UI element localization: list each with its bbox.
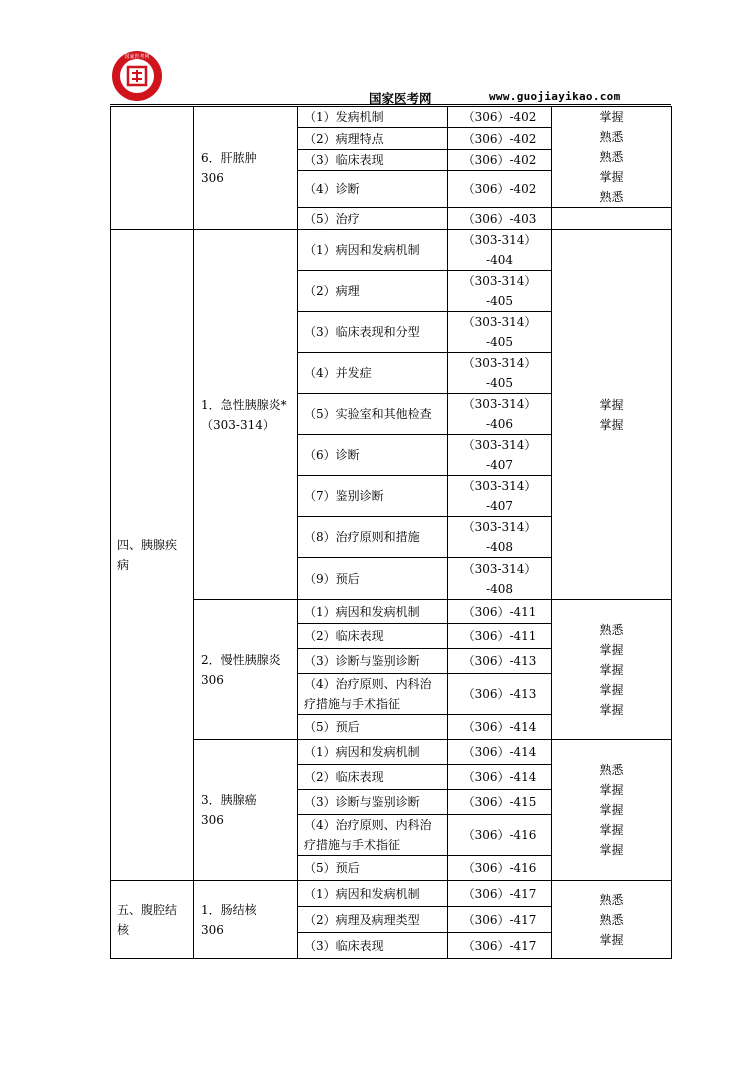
item-name: （8）治疗原则和措施 xyxy=(298,517,448,558)
level-text: 掌握 xyxy=(599,823,624,837)
item-ref: （303-314） -405 xyxy=(448,312,552,353)
item-name: （3）临床表现 xyxy=(298,149,448,170)
item-name: （2）临床表现 xyxy=(298,765,448,790)
item-name: （5）预后 xyxy=(298,715,448,740)
level-text: 掌握 xyxy=(599,110,624,124)
item-name: （9）预后 xyxy=(298,558,448,600)
item-ref: （303-314） -408 xyxy=(448,558,552,600)
header-divider xyxy=(110,104,671,105)
item-ref: （306）-402 xyxy=(448,149,552,170)
item-name: （2）病理 xyxy=(298,271,448,312)
item-ref: （303-314） -407 xyxy=(448,476,552,517)
level-text: 掌握 xyxy=(599,417,624,432)
item-name: （7）鉴别诊断 xyxy=(298,476,448,517)
item-name: （3）诊断与鉴别诊断 xyxy=(298,790,448,815)
item-name: （2）病理特点 xyxy=(298,128,448,149)
level-text: 熟悉 xyxy=(599,130,624,144)
item-name: （4）治疗原则、内科治疗措施与手术指征 xyxy=(298,815,448,856)
item-name: （3）临床表现和分型 xyxy=(298,312,448,353)
item-name: （5）预后 xyxy=(298,856,448,881)
item-ref: （306）-414 xyxy=(448,765,552,790)
item-name: （1）发病机制 xyxy=(298,107,448,128)
item-name: （4）并发症 xyxy=(298,353,448,394)
unit-cell: 五、腹腔结核 xyxy=(111,881,194,959)
level-text: 熟悉 xyxy=(599,763,624,777)
item-ref: （306）-402 xyxy=(448,128,552,149)
item-ref: （306）-415 xyxy=(448,790,552,815)
item-ref: （306）-402 xyxy=(448,171,552,208)
topic-title: 3．胰腺癌 306 xyxy=(201,793,257,827)
level-text: 熟悉 xyxy=(599,622,624,637)
level-text: 熟悉 xyxy=(599,150,624,164)
topic-cell xyxy=(194,107,298,230)
level-cell-empty xyxy=(552,208,672,230)
level-text: 掌握 xyxy=(599,843,624,857)
item-name: （5）实验室和其他检查 xyxy=(298,394,448,435)
level-text: 掌握 xyxy=(599,702,624,717)
level-text: 掌握 xyxy=(599,642,624,657)
topic-title: 1．急性胰腺炎* （303-314） xyxy=(201,397,287,432)
level-text: 熟悉 xyxy=(599,892,624,907)
level-cell xyxy=(552,740,672,881)
item-name: （4）诊断 xyxy=(298,171,448,208)
item-name: （6）诊断 xyxy=(298,435,448,476)
item-ref: （306）-417 xyxy=(448,907,552,933)
level-cell xyxy=(552,600,672,740)
topic-title: 1．肠结核 306 xyxy=(201,902,257,937)
level-text: 掌握 xyxy=(599,783,624,797)
item-ref: （306）-416 xyxy=(448,815,552,856)
item-ref: （306）-414 xyxy=(448,715,552,740)
site-title: 国家医考网 xyxy=(369,91,432,106)
level-cell xyxy=(552,107,672,208)
syllabus-table xyxy=(110,106,672,959)
item-ref: （306）-413 xyxy=(448,649,552,674)
topic-title: 6．肝脓肿 306 xyxy=(201,151,257,185)
item-ref: （306）-411 xyxy=(448,600,552,624)
topic-cell xyxy=(194,881,298,959)
item-ref: （303-314） -407 xyxy=(448,435,552,476)
item-name: （2）病理及病理类型 xyxy=(298,907,448,933)
topic-title: 2．慢性胰腺炎 306 xyxy=(201,652,281,687)
item-name: （1）病因和发病机制 xyxy=(298,230,448,271)
topic-cell xyxy=(194,740,298,881)
topic-cell xyxy=(194,230,298,600)
item-ref: （306）-413 xyxy=(448,674,552,715)
level-text: 掌握 xyxy=(599,682,624,697)
level-text: 熟悉 xyxy=(599,190,624,204)
item-ref: （306）-416 xyxy=(448,856,552,881)
item-name: （5）治疗 xyxy=(298,208,448,230)
item-ref: （306）-411 xyxy=(448,624,552,649)
level-text: 掌握 xyxy=(599,662,624,677)
item-ref: （303-314） -405 xyxy=(448,353,552,394)
item-name: （3）临床表现 xyxy=(298,933,448,959)
item-ref: （306）-414 xyxy=(448,740,552,765)
item-name: （3）诊断与鉴别诊断 xyxy=(298,649,448,674)
logo-icon xyxy=(111,50,163,102)
item-ref: （306）-402 xyxy=(448,107,552,128)
level-text: 掌握 xyxy=(599,932,624,947)
item-name: （1）病因和发病机制 xyxy=(298,600,448,624)
level-cell xyxy=(552,881,672,959)
item-ref: （306）-403 xyxy=(448,208,552,230)
unit-cell: 四、胰腺疾病 xyxy=(111,230,194,881)
item-ref: （303-314） -406 xyxy=(448,394,552,435)
item-ref: （303-314） -408 xyxy=(448,517,552,558)
level-text: 掌握 xyxy=(599,803,624,817)
item-name: （4）治疗原则、内科治疗措施与手术指征 xyxy=(298,674,448,715)
item-name: （1）病因和发病机制 xyxy=(298,740,448,765)
item-ref: （306）-417 xyxy=(448,933,552,959)
level-text: 掌握 xyxy=(599,170,624,184)
item-name: （2）临床表现 xyxy=(298,624,448,649)
item-name: （1）病因和发病机制 xyxy=(298,881,448,907)
item-ref: （303-314） -405 xyxy=(448,271,552,312)
site-url[interactable]: www.guojiayikao.com xyxy=(489,90,621,103)
item-ref: （303-314） -404 xyxy=(448,230,552,271)
svg-text:国家医考网: 国家医考网 xyxy=(124,54,150,60)
level-text: 掌握 xyxy=(599,397,624,412)
unit-cell xyxy=(111,107,194,230)
level-cell xyxy=(552,230,672,600)
topic-cell xyxy=(194,600,298,740)
level-text: 熟悉 xyxy=(599,912,624,927)
item-ref: （306）-417 xyxy=(448,881,552,907)
